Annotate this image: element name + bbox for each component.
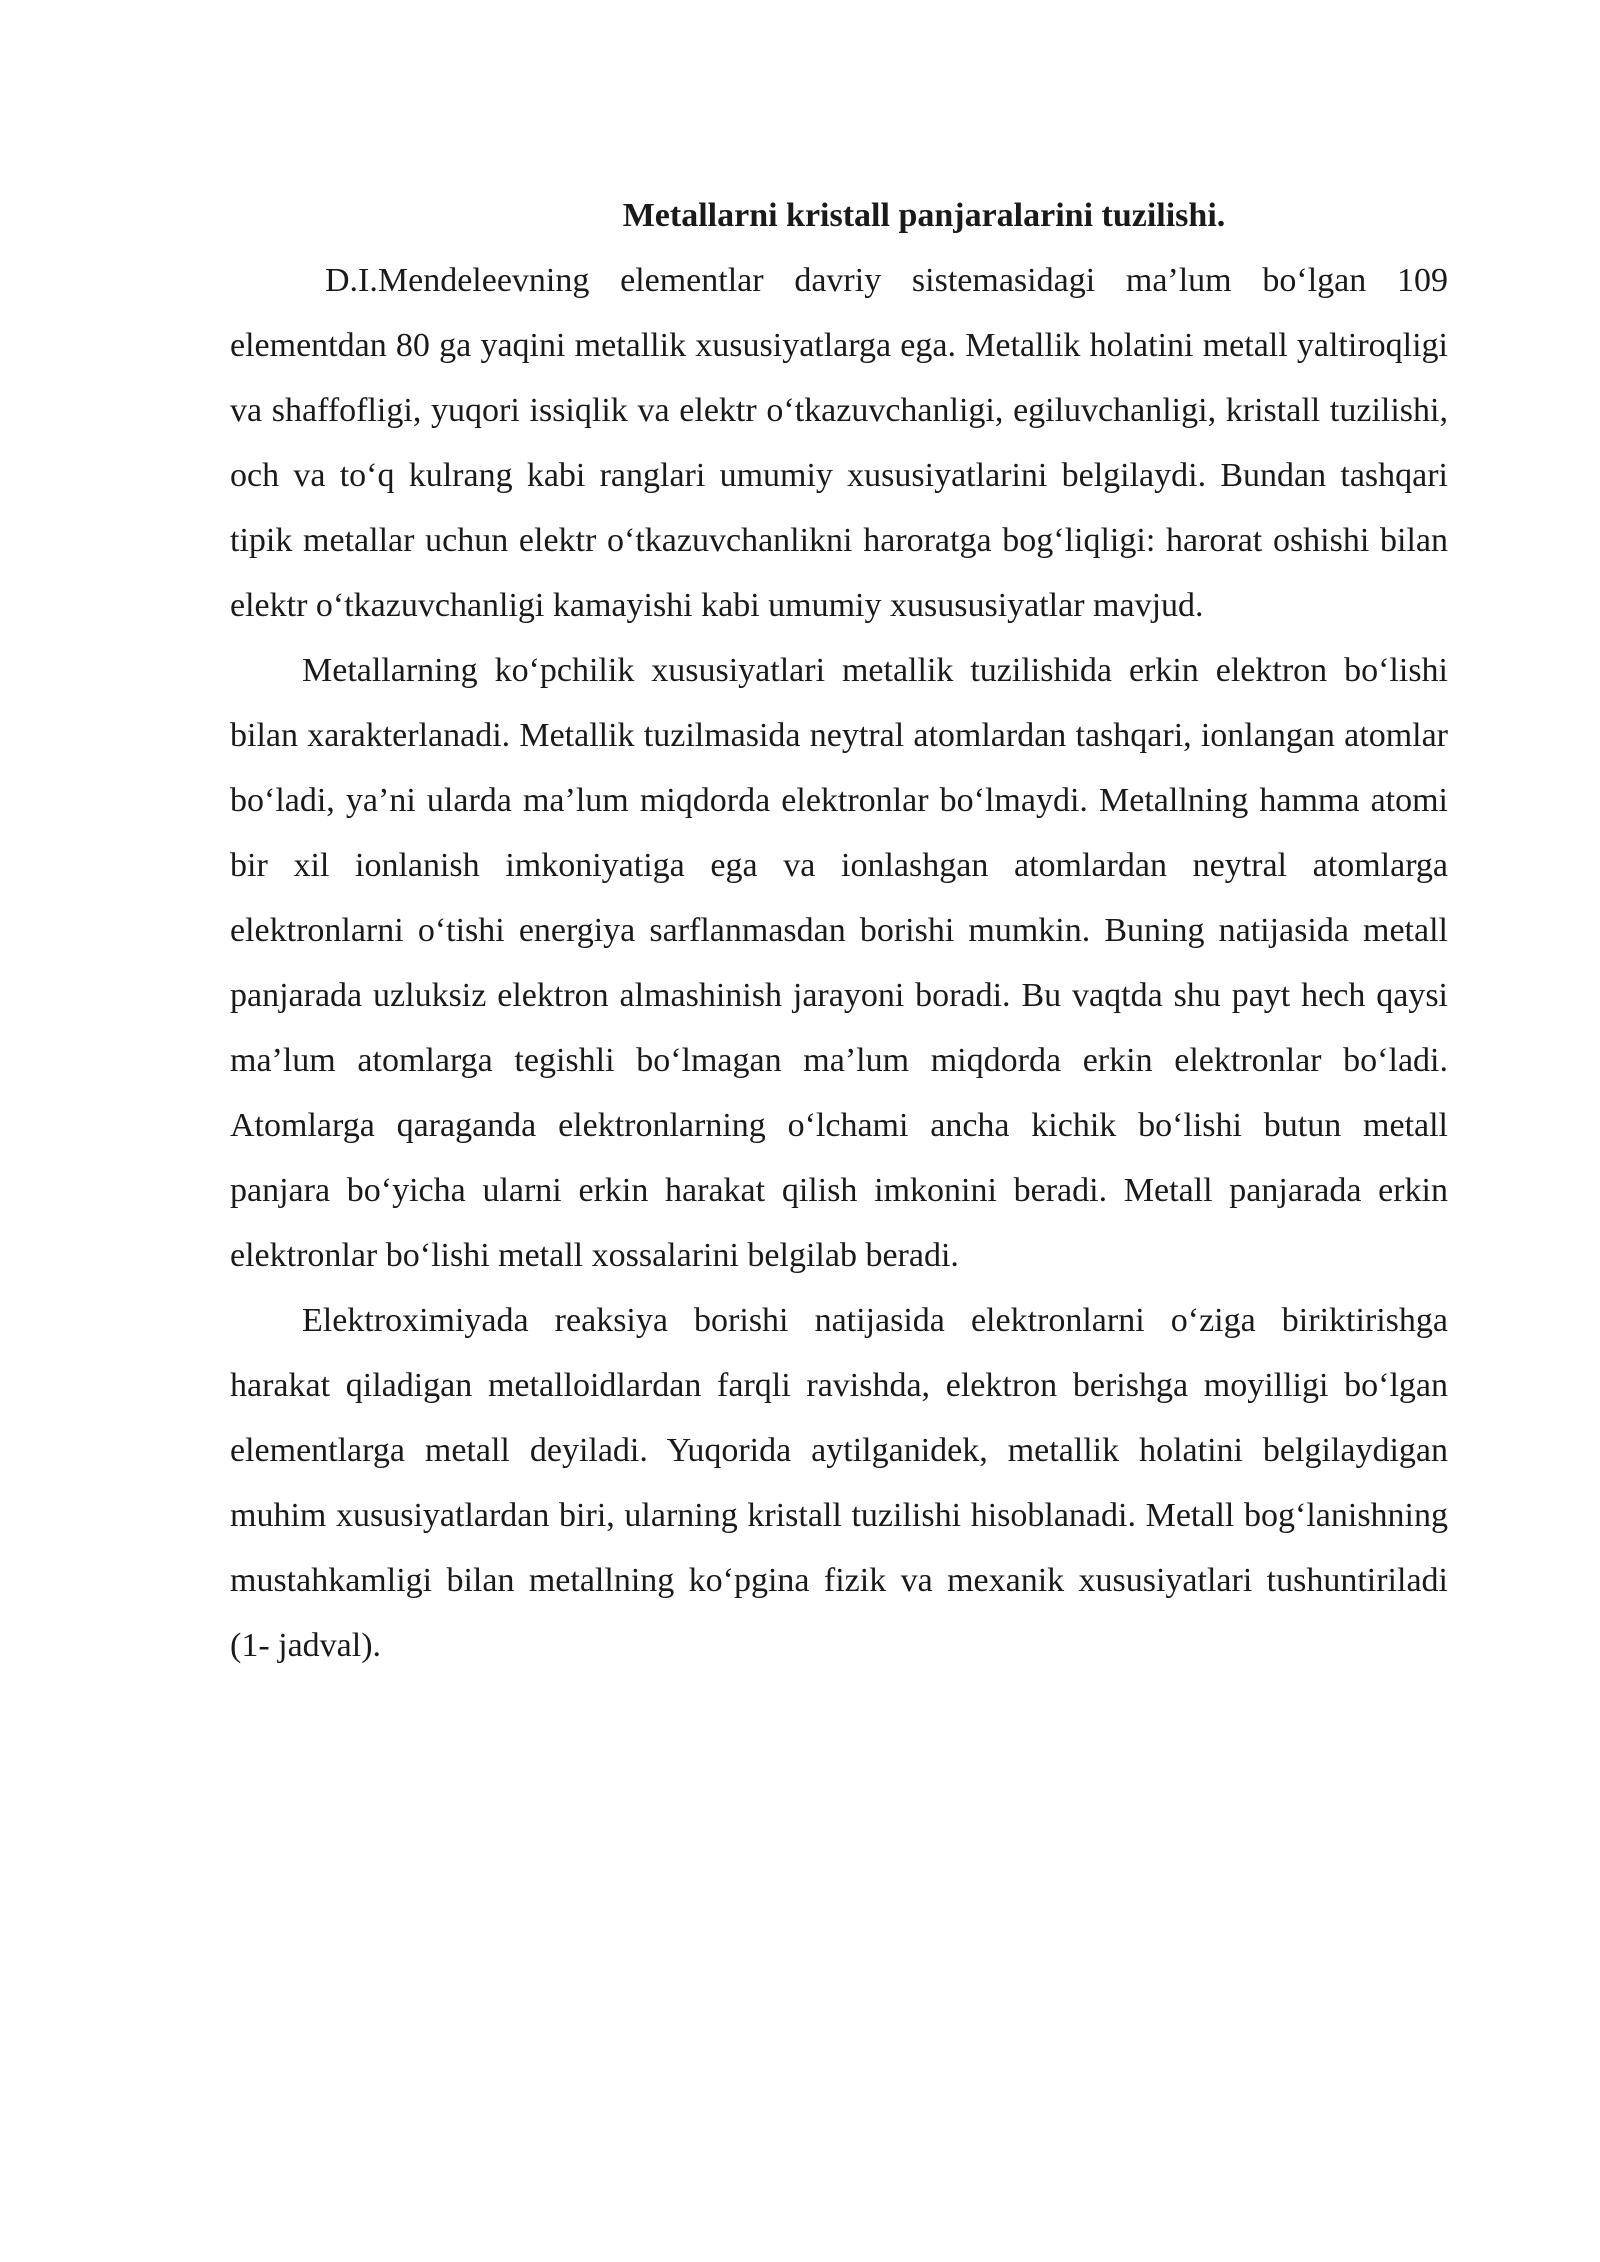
document-title: Metallarni kristall panjaralarini tuzilishi. [622,197,1226,234]
paragraph-2: Metallarning ko‘pchilik xususiyatlari metallik tuzilishida erkin elektron bo‘lishi bilan xarakterlanadi. Metallik tuzilmasida neytral atomlardan tashqari, ionlangan atomlar bo‘ladi, ya’ni ularda ma’lum miqdorda elektronlar bo‘lmaydi. Metallning hamma atomi bir xil ionlanish imkoniyatiga ega va ionlashgan atomlardan neytral atomlarga elektronlarni o‘tishi energiya sarflanmasdan borishi mumkin. Buning natijasida metall panjarada uzluksiz elektron almashinish jarayoni boradi. Bu vaqtda shu payt hech qaysi ma’lum atomlarga tegishli bo‘lmagan ma’lum miqdorda erkin elektronlar bo‘ladi. Atomlarga qaraganda elektronlarning o‘lchami ancha kichik bo‘lishi butun metall panjara bo‘yicha ularni erkin harakat qilish imkonini beradi. Metall panjarada erkin elektronlar bo‘lishi metall xossalarini belgilab beradi. [230,652,1448,1274]
paragraph-1: D.I.Mendeleevning elementlar davriy sistemasidagi ma’lum bo‘lgan 109 elementdan 80 ga yaqini metallik xususiyatlarga ega. Metallik holatini metall yaltiroqligi va shaffofligi, yuqori issiqlik va elektr o‘tkazuvchanligi, egiluvchanligi, kristall tuzilishi, och va to‘q kulrang kabi ranglari umumiy xususiyatlarini belgilaydi. Bundan tashqari tipik metallar uchun elektr o‘tkazuvchanlikni haroratga bog‘liqligi: harorat oshishi bilan elektr o‘tkazuvchanligi kamayishi kabi umumiy xusususiyatlar mavjud. [230,262,1448,624]
document-page [230,190,1448,1678]
paragraph-3: Elektroximiyada reaksiya borishi natijasida elektronlarni o‘ziga biriktirishga harakat qiladigan metalloidlardan farqli ravishda, elektron berishga moyilligi bo‘lgan elementlarga metall deyiladi. Yuqorida aytilganidek, metallik holatini belgilaydigan muhim xususiyatlardan biri, ularning kristall tuzilishi hisoblanadi. Metall bog‘lanishning mustahkamligi bilan metallning ko‘pgina fizik va mexanik xususiyatlari tushuntiriladi (1- jadval). [230,1302,1448,1664]
